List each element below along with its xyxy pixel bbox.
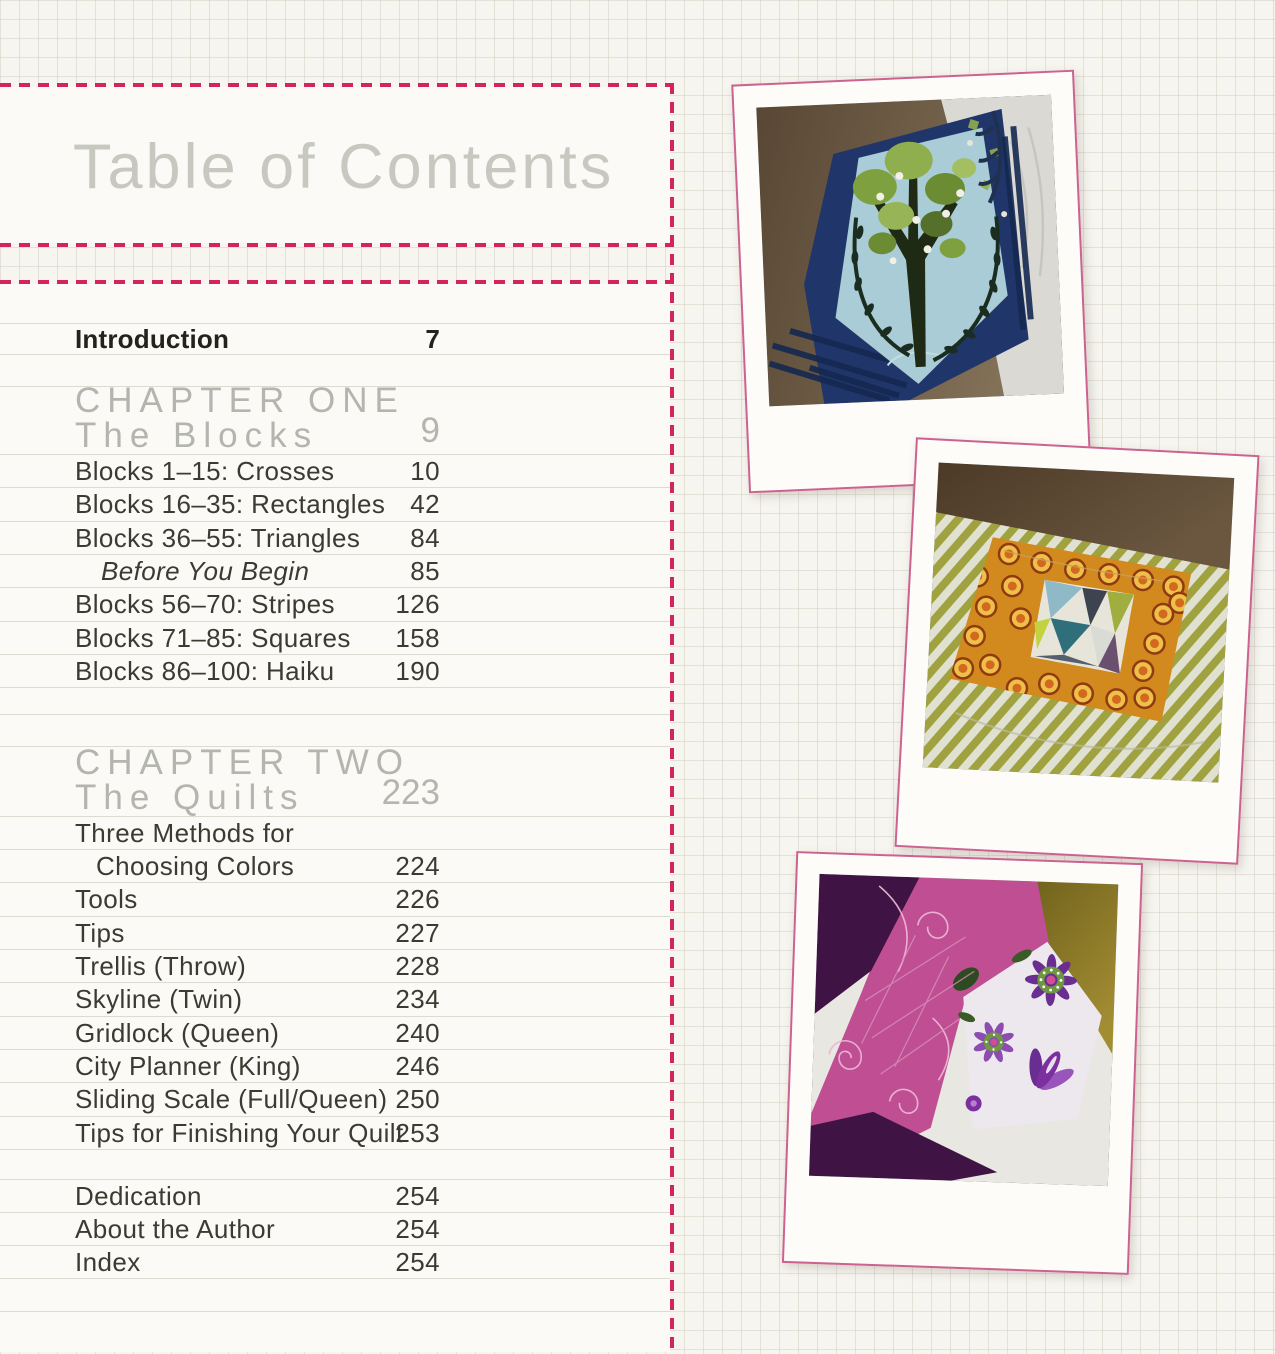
- toc-label: Choosing Colors: [96, 850, 295, 881]
- toc-page-number: 84: [410, 522, 440, 553]
- toc-page-number: 250: [395, 1084, 440, 1114]
- photo-orange-quilt: [923, 463, 1235, 783]
- toc-page-number: 254: [395, 1213, 440, 1244]
- toc-row: [0, 655, 670, 688]
- toc-row: [0, 488, 670, 522]
- chapter-kicker: CHAPTER ONE: [75, 381, 405, 420]
- chapter-title: The Quilts: [75, 778, 305, 817]
- toc-page-number: 253: [395, 1117, 440, 1148]
- toc-row: [0, 1017, 670, 1050]
- toc-label: Sliding Scale (Full/Queen): [75, 1084, 388, 1114]
- toc-label: Blocks 71–85: Squares: [75, 622, 351, 653]
- toc-row: [0, 455, 670, 488]
- toc-row: [0, 817, 670, 850]
- toc-row: [0, 1180, 670, 1213]
- toc-page-number: 9: [420, 411, 440, 450]
- page-title: Table of Contents: [73, 132, 615, 202]
- toc-page-number: 158: [395, 622, 440, 653]
- toc-panel: [0, 284, 670, 1352]
- toc-row: [0, 883, 670, 917]
- toc-page-number: 226: [395, 884, 440, 914]
- toc-label: Blocks 56–70: Stripes: [75, 589, 335, 619]
- toc-label: Blocks 16–35: Rectangles: [75, 489, 386, 519]
- toc-label: About the Author: [75, 1213, 276, 1244]
- toc-page-number: 240: [395, 1017, 440, 1048]
- dashed-border-top: [0, 83, 674, 87]
- spacer-row: [0, 1279, 670, 1312]
- toc-page-number: 254: [395, 1246, 440, 1277]
- toc-label: Blocks 36–55: Triangles: [75, 522, 361, 553]
- toc-row: [0, 917, 670, 950]
- polaroid-photo-tree-quilt: [731, 70, 1092, 494]
- toc-label: Skyline (Twin): [75, 984, 243, 1014]
- chapter-title: The Blocks: [75, 416, 319, 455]
- toc-page-number: 42: [410, 489, 440, 519]
- toc-row: [0, 950, 670, 983]
- toc-chapter-two-heading: [0, 743, 670, 817]
- toc-row: [0, 1117, 670, 1150]
- dashed-border-right: [670, 83, 674, 1352]
- toc-chapter-one-heading: [0, 381, 670, 455]
- toc-label: Blocks 1–15: Crosses: [75, 455, 335, 486]
- toc-label: Tools: [75, 884, 138, 914]
- chapter-kicker: CHAPTER TWO: [75, 743, 410, 782]
- toc-row: [0, 850, 670, 883]
- title-panel: [0, 87, 670, 243]
- polaroid-photo-orange-quilt: [895, 437, 1260, 864]
- toc-label: Tips: [75, 917, 125, 948]
- toc-page-number: 10: [410, 455, 440, 486]
- toc-page-number: 227: [395, 917, 440, 948]
- photo-purple-quilt: [809, 874, 1118, 1186]
- toc-label: Trellis (Throw): [75, 950, 247, 981]
- toc-label: Gridlock (Queen): [75, 1017, 280, 1048]
- toc-page-number: 223: [381, 773, 440, 812]
- toc-page-number: 246: [395, 1050, 440, 1081]
- toc-label: Blocks 86–100: Haiku: [75, 655, 335, 686]
- toc-page-number: 228: [395, 950, 440, 981]
- toc-page-number: 190: [395, 655, 440, 686]
- toc-row: [0, 588, 670, 622]
- dashed-border-title-bottom: [0, 243, 674, 247]
- toc-page-number: 224: [395, 850, 440, 881]
- spacer-row: [0, 1312, 670, 1354]
- toc-page-number: 126: [395, 589, 440, 619]
- toc-label: Index: [75, 1246, 141, 1277]
- dashed-border-content-top: [0, 280, 674, 284]
- toc-row: [0, 983, 670, 1017]
- toc-row: [0, 1083, 670, 1117]
- toc-page-number: 254: [395, 1180, 440, 1211]
- toc-label: Introduction: [75, 323, 230, 354]
- toc-label: Dedication: [75, 1180, 202, 1211]
- toc-label: Three Methods for: [75, 817, 295, 848]
- toc-row: [0, 555, 670, 588]
- toc-row-introduction: [0, 324, 670, 355]
- toc-row: [0, 1213, 670, 1246]
- photo-tree-quilt: [756, 95, 1064, 407]
- polaroid-photo-purple-quilt: [782, 851, 1143, 1275]
- toc-row: [0, 1246, 670, 1279]
- spacer-row: [0, 688, 670, 715]
- toc-label: Before You Begin: [101, 555, 310, 586]
- toc-page-number: 234: [395, 984, 440, 1014]
- toc-page-number: 85: [410, 555, 440, 586]
- toc-row: [0, 522, 670, 555]
- spacer-row: [0, 1150, 670, 1180]
- toc-label: Tips for Finishing Your Quilt: [75, 1117, 404, 1148]
- toc-label: City Planner (King): [75, 1050, 301, 1081]
- toc-page-number: 7: [425, 323, 440, 354]
- toc-row: [0, 1050, 670, 1083]
- spacer-row: [0, 284, 670, 324]
- toc-row: [0, 622, 670, 655]
